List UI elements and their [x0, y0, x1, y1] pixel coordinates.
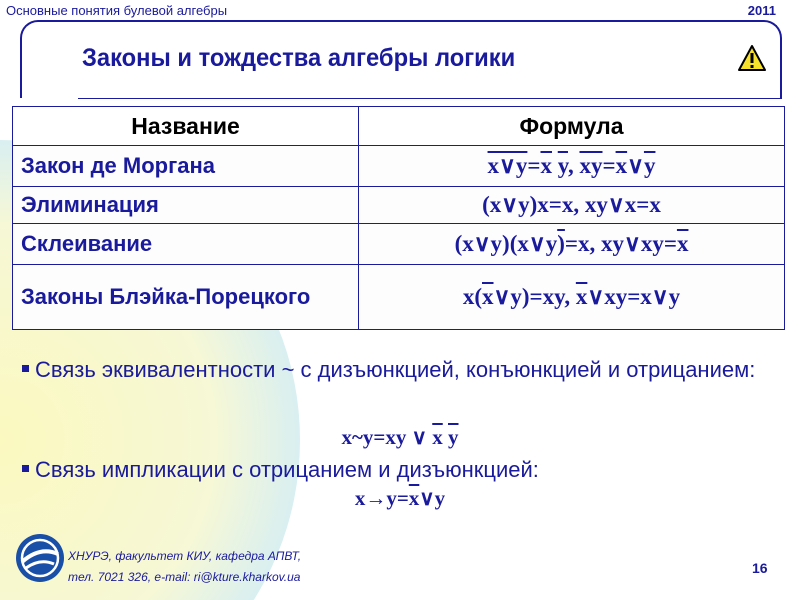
implication-formula: $x\to y=\overline{x}\vee y$ — [354, 486, 446, 510]
bullet-marker — [22, 465, 29, 472]
negation-overline: $\overline{x}$ — [575, 284, 588, 309]
law-formula: $x\vee y=\overline{x}$ $\overline{y}$, $\overline{xy}=\overline{x}\vee\overline{y}$ — [359, 146, 785, 187]
negation-overline: $\overline{y}$ — [557, 153, 568, 178]
negation-overline: $\overline{x}$ — [540, 153, 552, 178]
negation-overline: $\overline{x}$ — [482, 284, 494, 309]
bullet-equivalence — [22, 355, 782, 384]
law-formula: (x∨y)(x∨y)=x, $xy\vee xy=\overline{x}$ — [359, 224, 785, 265]
footer-contacts — [68, 546, 301, 588]
table-row — [13, 146, 785, 187]
negation-overline: $\overline{y}$ — [448, 425, 459, 449]
negation-overline: x∨y — [487, 153, 528, 178]
table-row — [13, 224, 785, 265]
law-formula: $x(\overline{x}\vee y)=xy$, $\overline{x}\vee xy=x\vee y$ — [359, 265, 785, 330]
law-name: Закон де Моргана — [13, 146, 359, 187]
law-formula: (x∨y)x=x, xy∨x=x — [359, 187, 785, 224]
negation-overline: $\overline{x}$ — [676, 231, 689, 256]
page-title: Законы и тождества алгебры логики — [82, 44, 516, 72]
column-header-name: Название — [13, 107, 359, 146]
negation-overline: $\overline{y}$ — [643, 153, 656, 178]
title-divider — [78, 98, 782, 99]
column-header-formula: Формула — [359, 107, 785, 146]
warning-icon — [737, 44, 767, 72]
footer-line-affiliation: ХНУРЭ, факультет КИУ, кафедра АПВТ, — [68, 549, 302, 563]
page-number: 16 — [752, 560, 768, 576]
bullet-implication — [22, 455, 782, 484]
negation-overline: $\overline{x}$ — [432, 425, 443, 449]
equivalence-formula: x~y=xy ∨ $\overline{x}$ $\overline{y}$ — [341, 425, 459, 449]
footer-line-contacts: тел. 7021 326, e-mail: ri@kture.kharkov.ua — [68, 570, 301, 584]
table-row — [13, 187, 785, 224]
negation-overline: $\overline{xy}$ — [579, 153, 603, 178]
table-row — [13, 265, 785, 330]
table-header-row — [13, 107, 785, 146]
law-name: Склеивание — [13, 224, 359, 265]
header-year: 2011 — [747, 3, 776, 18]
university-logo — [14, 532, 66, 584]
bullet-text: Связь эквивалентности ~ с дизъюнкцией, конъюнкцией и отрицанием: — [35, 357, 756, 382]
negation-overline: ) — [557, 231, 565, 256]
laws-table — [12, 106, 785, 330]
law-name: Элиминация — [13, 187, 359, 224]
header-topic: Основные понятия булевой алгебры — [6, 3, 228, 18]
law-name: Законы Блэйка-Порецкого — [13, 265, 359, 330]
bullet-text: Связь импликации с отрицанием и дизъюнкцией: — [35, 457, 539, 482]
negation-overline: $\overline{x}$ — [408, 486, 420, 510]
negation-overline: $\overline{x}$ — [615, 153, 628, 178]
bullet-marker — [22, 365, 29, 372]
